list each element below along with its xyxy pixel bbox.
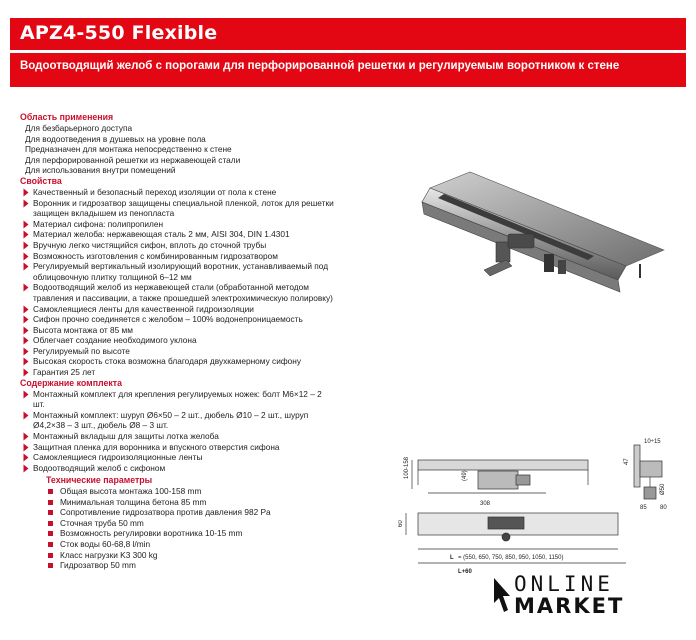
tech-list bbox=[20, 486, 390, 571]
properties-item: Регулируемый вертикальный изолирующий воротник, устанавливаемый под bbox=[20, 261, 390, 272]
properties-item: облицовочную плитку толщиной 6–12 мм bbox=[33, 271, 192, 282]
kit-item: Защитная пленка для воронника и впускного отверстия сифона bbox=[20, 442, 390, 453]
properties-item: Самоклеящиеся ленты для качественной гидроизоляции bbox=[20, 304, 390, 315]
spec-content bbox=[20, 112, 390, 571]
product-subtitle: Водоотводящий желоб с порогами для перфорированной решетки и регулируемым воротником к стене bbox=[20, 60, 620, 72]
kit-item: Монтажный комплект: шуруп Ø6×50 – 2 шт., дюбель Ø10 – 2 шт., шуруп bbox=[20, 410, 390, 421]
properties-item: Качественный и безопасный переход изоляции от пола к стене bbox=[20, 187, 390, 198]
product-title: APZ4-550 Flexible bbox=[20, 22, 218, 44]
tech-item: Гидрозатвор 50 mm bbox=[20, 560, 390, 571]
dim-l60: L+60 bbox=[458, 569, 472, 575]
technical-drawing bbox=[398, 425, 688, 575]
tech-item: Минимальная толщина бетона 85 mm bbox=[20, 497, 390, 508]
properties-item: Гарантия 25 лет bbox=[20, 367, 390, 378]
tech-item: Класс нагрузки K3 300 kg bbox=[20, 550, 390, 561]
kit-item: Водоотводящий желоб с сифоном bbox=[20, 463, 390, 474]
kit-list bbox=[20, 389, 390, 474]
tech-item: Сток воды 60-68,8 l/min bbox=[20, 539, 390, 550]
properties-item: Материал желоба: нержавеющая сталь 2 мм, AISI 304, DIN 1.4301 bbox=[20, 229, 390, 240]
application-item: Для водоотведения в душевых на уровне пола bbox=[25, 133, 206, 144]
properties-item: Водоотводящий желоб из нержавеющей стали (обработанной методом bbox=[20, 282, 390, 293]
drain-product-image bbox=[408, 168, 678, 308]
logo-line-market: MARKET bbox=[514, 594, 625, 618]
dim-49: (49) bbox=[462, 470, 468, 481]
properties-item: защищен вкладышем из пенопласта bbox=[33, 208, 175, 219]
dim-50: Ø50 bbox=[660, 483, 666, 495]
dim-10-15: 10÷15 bbox=[644, 439, 661, 445]
kit-heading: Содержание комплекта bbox=[20, 377, 122, 388]
tech-item: Сточная труба 50 mm bbox=[20, 518, 390, 529]
cursor-arrow-icon bbox=[492, 576, 514, 616]
properties-item: Облегчает создание необходимого уклона bbox=[20, 335, 390, 346]
dim-47: 47 bbox=[624, 458, 630, 465]
dim-l: L bbox=[450, 555, 454, 561]
dim-l-values: = (550, 650, 750, 850, 950, 1050, 1150) bbox=[458, 555, 564, 561]
application-item: Предназначен для монтажа непосредственно к стене bbox=[25, 144, 232, 155]
tech-item: Общая высота монтажа 100-158 mm bbox=[20, 486, 390, 497]
kit-item: шт. bbox=[33, 399, 45, 410]
tech-item: Возможность регулировки воротника 10-15 mm bbox=[20, 528, 390, 539]
application-heading: Область применения bbox=[20, 112, 114, 122]
properties-list bbox=[20, 187, 390, 378]
kit-item: Ø4,2×38 – 3 шт., дюбель Ø8 – 3 шт. bbox=[33, 420, 169, 431]
application-item: Для использования внутри помещений bbox=[25, 165, 176, 176]
tech-item: Сопротивление гидрозатвора против давления 982 Pa bbox=[20, 507, 390, 518]
properties-item: Воронник и гидрозатвор защищены специальной пленкой, лоток для решетки bbox=[20, 198, 390, 209]
application-list bbox=[20, 123, 390, 176]
dim-100-158: 100-158 bbox=[404, 456, 410, 479]
properties-item: Вручную легко чистящийся сифон, вплоть до сточной трубы bbox=[20, 240, 390, 251]
application-item: Для перфорированной решетки из нержавеющей стали bbox=[25, 154, 241, 165]
properties-heading: Свойства bbox=[20, 175, 62, 186]
dim-308: 308 bbox=[480, 501, 491, 507]
tech-heading: Технические параметры bbox=[46, 475, 153, 486]
application-item: Для безбарьерного доступа bbox=[25, 123, 133, 133]
logo-line-online: ONLINE bbox=[514, 572, 614, 596]
properties-item: Сифон прочно соединяется с желобом – 100% водонепроницаемость bbox=[20, 314, 390, 325]
properties-item: Высота монтажа от 85 мм bbox=[20, 325, 390, 336]
dim-80: 80 bbox=[660, 505, 667, 511]
dim-60: 60 bbox=[398, 520, 404, 527]
kit-item: Монтажный комплект для крепления регулируемых ножек: болт М6×12 – 2 bbox=[20, 389, 390, 400]
properties-item: Регулируемый по высоте bbox=[20, 346, 390, 357]
dim-85: 85 bbox=[640, 505, 647, 511]
properties-item: травления и пассивации, а также прошедшей электрохимическую полировку) bbox=[33, 292, 333, 303]
properties-item: Высокая скорость стока возможна благодаря двухкамерному сифону bbox=[20, 356, 390, 367]
online-market-logo bbox=[492, 572, 652, 624]
kit-item: Самоклеящиеся гидроизоляционные ленты bbox=[20, 452, 390, 463]
properties-item: Материал сифона: полипропилен bbox=[20, 219, 390, 230]
kit-item: Монтажный вкладыш для защиты лотка желоба bbox=[20, 431, 390, 442]
properties-item: Возможность изготовления с комбинированным гидрозатвором bbox=[20, 251, 390, 262]
